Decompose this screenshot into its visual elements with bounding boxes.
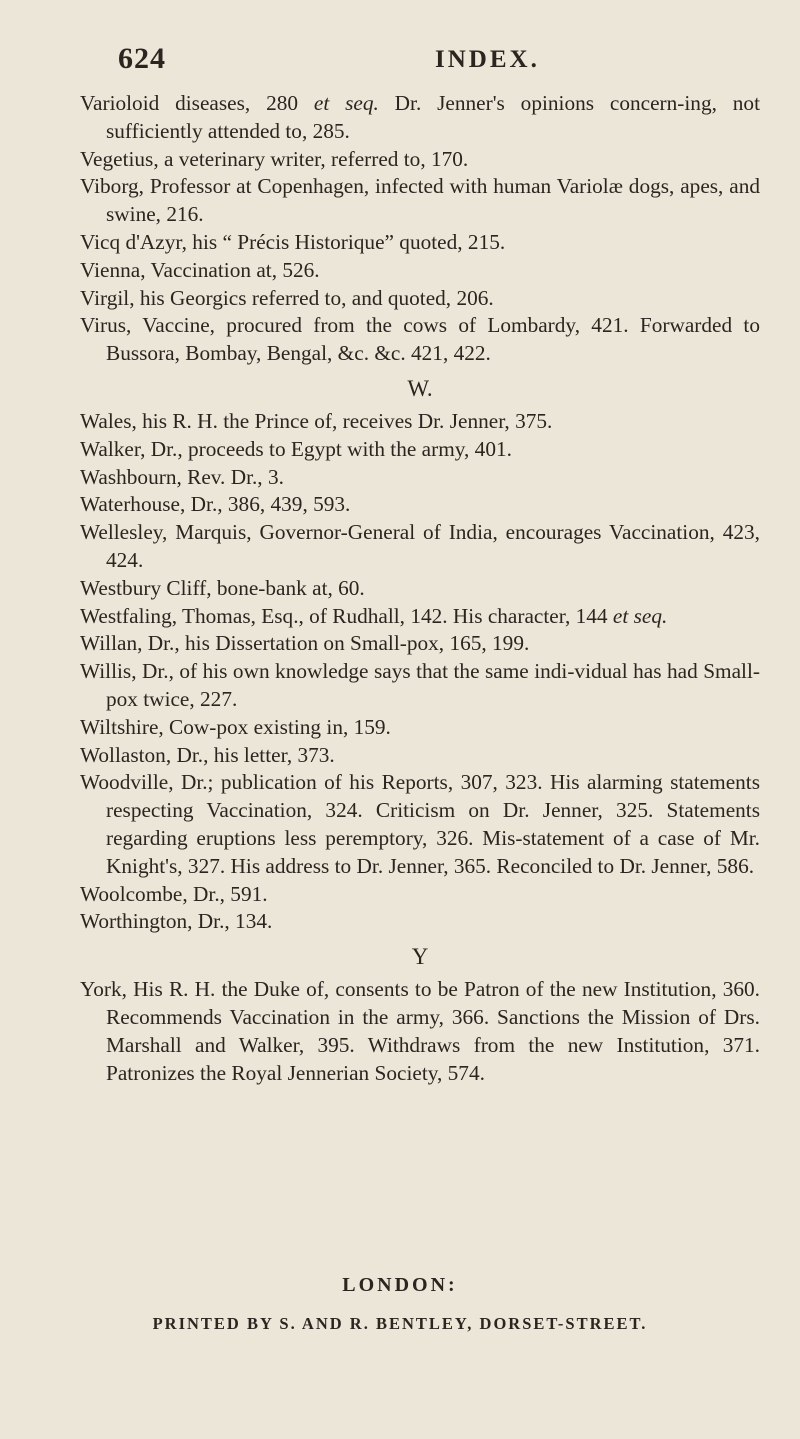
index-entry: Westfaling, Thomas, Esq., of Rudhall, 142. His character, 144 et seq. (80, 603, 668, 628)
index-entry: York, His R. H. the Duke of, consents to be Patron of the new Institution, 360. Recommends Vaccination in the army, 366. Sanctions the Mission of Drs. Marshall and Walker, 395. Withdraws from the new Institution, 371. Patronizes the Royal Jennerian Society, 574. (80, 977, 760, 1085)
index-entry: Westbury Cliff, bone-bank at, 60. (80, 575, 365, 600)
section-letter-w: W. (407, 375, 433, 401)
index-section-v (80, 90, 760, 368)
index-entry: Woodville, Dr.; publication of his Reports, 307, 323. His alarming statements respecting Vaccination, 324. Criticism on Dr. Jenner, 325. Statements regarding eruptions less peremptory, 326. Mis-statement of a case of Mr. Knight's, 327. His address to Dr. Jenner, 365. Reconciled to Dr. Jenner, 586. (80, 770, 760, 878)
index-entry: Worthington, Dr., 134. (80, 909, 273, 934)
index-entry: Wellesley, Marquis, Governor-General of India, encourages Vaccination, 423, 424. (80, 520, 760, 572)
index-entry: Willis, Dr., of his own knowledge says that the same indi-vidual has had Small-pox twice, 227. (80, 659, 760, 711)
index-entry: Vegetius, a veterinary writer, referred to, 170. (80, 146, 469, 171)
index-entry: Walker, Dr., proceeds to Egypt with the army, 401. (80, 436, 512, 461)
index-entry: Washbourn, Rev. Dr., 3. (80, 464, 284, 489)
index-entry: Varioloid diseases, 280 et seq. Dr. Jenner's opinions concern-ing, not sufficiently attended to, 285. (80, 91, 760, 143)
index-entry: Wiltshire, Cow-pox existing in, 159. (80, 714, 391, 739)
index-entry: Viborg, Professor at Copenhagen, infected with human Variolæ dogs, apes, and swine, 216. (80, 174, 760, 227)
imprint-printer: PRINTED BY S. AND R. BENTLEY, DORSET-STREET. (152, 1314, 648, 1333)
page-header (80, 42, 760, 90)
index-entry: Willan, Dr., his Dissertation on Small-pox, 165, 199. (80, 631, 530, 656)
index-section-y (80, 976, 760, 1087)
index-entry: Vicq d'Azyr, his “ Précis Historique” quoted, 215. (80, 229, 506, 254)
page-number: 624 (118, 42, 166, 75)
index-entry: Woolcombe, Dr., 591. (80, 881, 268, 906)
running-head: INDEX. (435, 46, 540, 73)
section-letter-y: Y (411, 944, 429, 970)
index-entry: Virgil, his Georgics referred to, and quoted, 206. (80, 285, 494, 310)
imprint-city: LONDON: (342, 1274, 458, 1296)
index-entry: Wollaston, Dr., his letter, 373. (80, 742, 335, 767)
index-entry: Waterhouse, Dr., 386, 439, 593. (80, 492, 351, 517)
index-entry: Virus, Vaccine, procured from the cows of Lombardy, 421. Forwarded to Bussora, Bombay, Bengal, &c. &c. 421, 422. (80, 313, 760, 366)
index-section-w (80, 408, 760, 936)
index-entry: Vienna, Vaccination at, 526. (80, 257, 320, 282)
index-entry: Wales, his R. H. the Prince of, receives Dr. Jenner, 375. (80, 408, 553, 433)
